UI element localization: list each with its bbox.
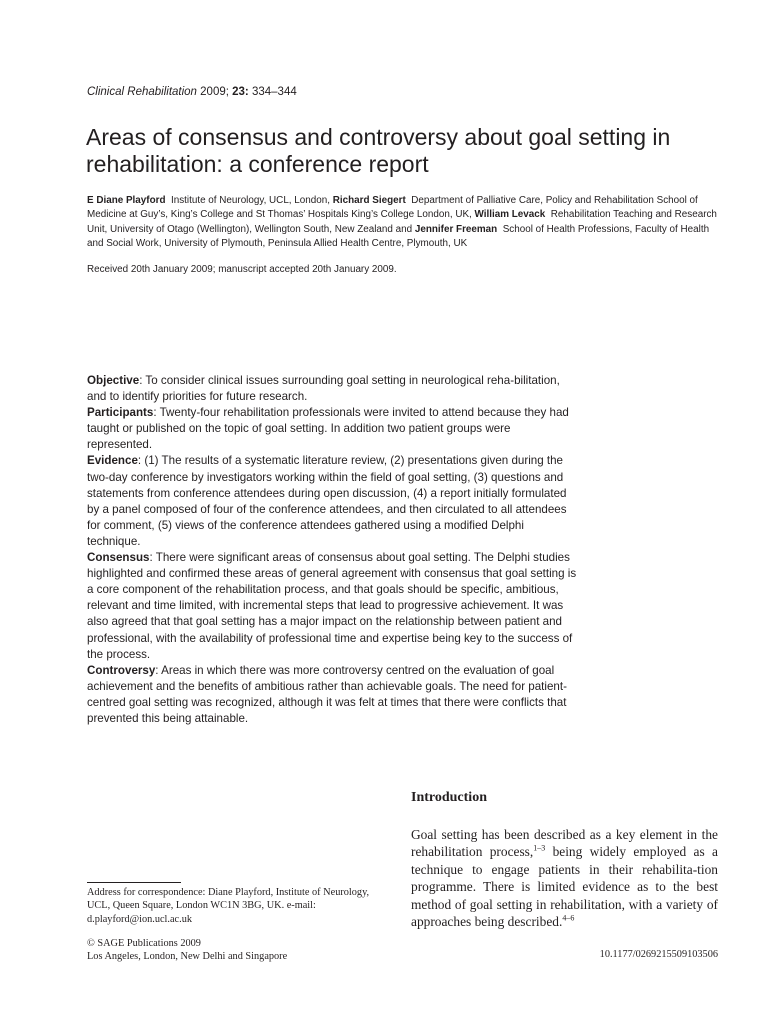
publisher-info	[87, 937, 287, 964]
abstract-text: : Twenty-four rehabilitation professionals were invited to attend because they had taught or published on the topic of goal setting. In addition two patient groups were represented.	[87, 406, 569, 452]
abstract-section	[87, 453, 577, 550]
introduction-heading: Introduction	[411, 790, 487, 805]
citation-pages: 334–344	[251, 86, 297, 98]
abstract-text: : Areas in which there was more controversy centred on the evaluation of goal achievement and the benefits of ambitious rather than achievable goals. The need for patient-centred goal setting was recognized, although it was felt at times that there were conflicts that prevented this being attainable.	[87, 663, 567, 725]
received-date: Received 20th January 2009; manuscript accepted 20th January 2009.	[87, 264, 397, 275]
abstract-label: Objective	[87, 374, 140, 387]
abstract-label: Participants	[87, 406, 154, 420]
reference-marker: 1–3	[533, 843, 546, 853]
citation-line	[87, 86, 297, 98]
author-affiliation: Rehabilitation Teaching and Research Unit, University of Otago (Wellington), Wellington South, New Zealand and	[87, 209, 717, 235]
introduction-paragraph	[411, 826, 718, 930]
intro-text: being widely employed as a technique to engage patients in their rehabilita-tion programme. There is limited evidence as to the best method of goal setting in rehabilitation, with a variety of approaches being described.	[411, 844, 718, 930]
journal-name: Clinical Rehabilitation	[87, 86, 197, 98]
citation-volume: 23:	[232, 86, 249, 98]
abstract-section	[87, 373, 577, 405]
doi: 10.1177/0269215509103506	[599, 949, 718, 960]
author-name: William Levack	[474, 209, 546, 221]
abstract-label: Evidence	[87, 454, 138, 468]
intro-text: Goal setting has been described as a key element in the rehabilitation process,	[411, 827, 718, 860]
author-affiliation: Institute of Neurology, UCL, London,	[170, 195, 330, 206]
author-affiliation: School of Health Professions, Faculty of Health and Social Work, University of Plymouth, Peninsula Allied Health Centre, Plymouth, UK	[87, 223, 710, 249]
publisher-locations: Los Angeles, London, New Delhi and Singapore	[87, 951, 288, 963]
abstract	[87, 373, 577, 727]
abstract-section	[87, 550, 577, 663]
article-title: Areas of consensus and controversy about goal setting in rehabilitation: a conference report	[86, 124, 671, 177]
abstract-text: : There were significant areas of consensus about goal setting. The Delphi studies highlighted and confirmed these areas of general agreement with consensus that goal setting is a core component of the rehabilitation process, and that goals should be specific, ambitious, relevant and time limited, with incremental steps that lead to progressive achievement. It was also agreed that that goal setting has a major impact on the relationship between patient and professional, with the availability of professional time and expertise being key to the success of the process.	[87, 551, 577, 661]
footnote-divider	[87, 882, 181, 883]
abstract-text: : (1) The results of a systematic literature review, (2) presentations given during the two-day conference by investigators working within the field of goal setting, (3) questions and statements from conference attendees during open discussion, (4) a report initially formulated by a panel composed of four of the conference attendees, and then circulated to all attendees for comment, (5) views of the conference attendees gathered using a modified Delphi technique.	[87, 454, 567, 548]
author-name: Jennifer Freeman	[414, 223, 498, 235]
author-list	[87, 194, 727, 251]
abstract-section	[87, 405, 577, 453]
author-name: E Diane Playford	[87, 195, 166, 206]
abstract-section	[87, 663, 577, 727]
citation-year: 2009;	[200, 86, 229, 98]
copyright-line: © SAGE Publications 2009	[87, 938, 201, 949]
abstract-label: Controversy	[87, 663, 156, 677]
correspondence-address: Address for correspondence: Diane Playford, Institute of Neurology, UCL, Queen Square, London WC1N 3BG, UK. e-mail: d.playford@ion.ucl.ac.uk	[87, 887, 370, 925]
abstract-label: Consensus	[87, 551, 150, 565]
author-name: Richard Siegert	[332, 195, 406, 206]
author-affiliation: Department of Palliative Care, Policy and Rehabilitation School of Medicine at Guy’s, King’s College and St Thomas’ Hospitals King’s College London, UK,	[87, 195, 698, 221]
reference-marker: 4–6	[562, 913, 575, 923]
abstract-text: : To consider clinical issues surrounding goal setting in neurological reha-bilitation, and to identify priorities for future research.	[87, 374, 560, 404]
